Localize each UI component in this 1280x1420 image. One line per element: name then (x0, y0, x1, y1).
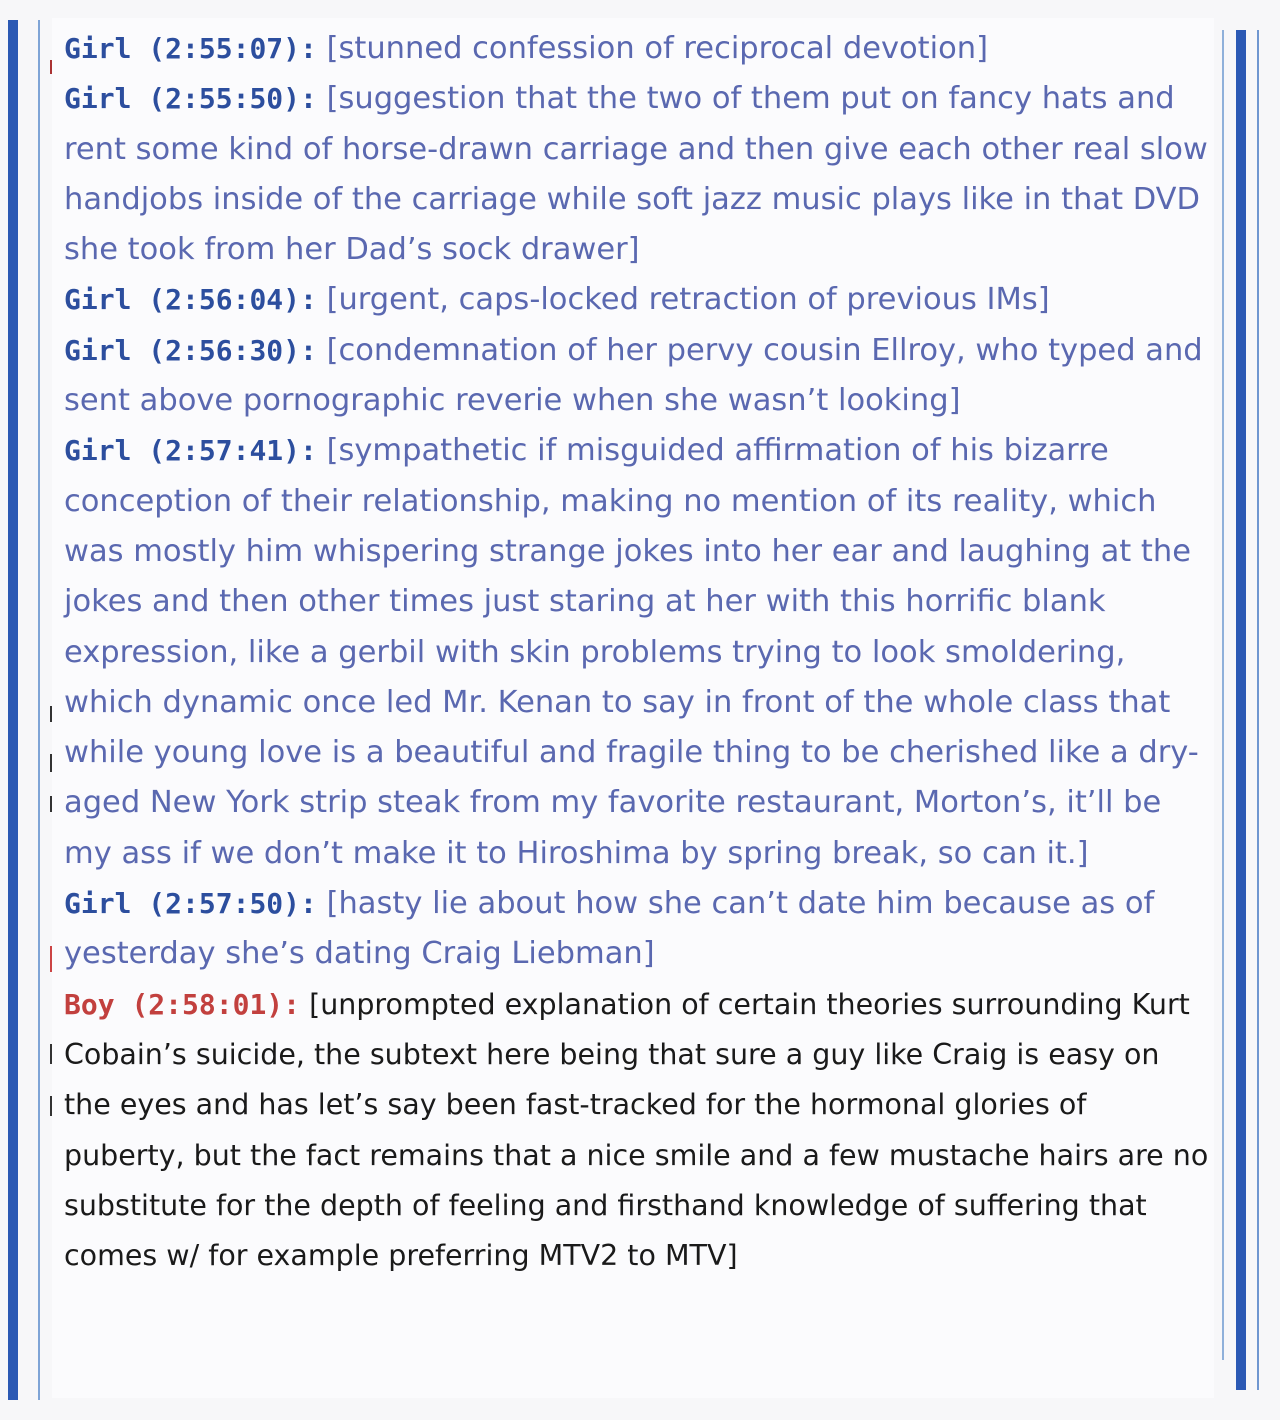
right-margin-rule-thick (1236, 30, 1246, 1390)
chat-message (64, 275, 1214, 325)
speaker-name: Girl (64, 333, 132, 367)
timestamp: (2:57:41): (148, 434, 317, 468)
message-text: [stunned confession of reciprocal devotion] (326, 31, 988, 66)
chat-message (64, 326, 1214, 427)
speaker-name: Girl (64, 82, 132, 116)
message-text: [unprompted explanation of certain theories surrounding Kurt Cobain’s suicide, the subtext here being that sure a guy like Craig is easy on the eyes and has let’s say been fast-tracked for the hormonal glories of puberty, but the fact remains that a nice smile and a few mustache hairs are no substitute for the depth of feeling and firsthand knowledge of suffering that comes w/ for example preferring MTV2 to MTV] (64, 987, 1209, 1273)
timestamp: (2:56:30): (148, 333, 317, 367)
speaker-name: Girl (64, 434, 132, 468)
message-text: [condemnation of her pervy cousin Ellroy, who typed and sent above pornographic reverie when she wasn’t looking] (64, 332, 1203, 419)
speaker-name: Girl (64, 32, 132, 65)
chat-message (64, 426, 1214, 879)
margin-tick (50, 946, 52, 972)
timestamp: (2:56:04): (148, 283, 317, 317)
margin-tick (50, 754, 52, 772)
message-text: [hasty lie about how she can’t date him because as of yesterday she’s dating Craig Liebman] (64, 886, 1155, 972)
message-text: [urgent, caps-locked retraction of previous IMs] (326, 282, 1050, 318)
left-margin-rule-thin (38, 20, 40, 1400)
margin-tick (50, 1044, 52, 1064)
margin-tick (50, 796, 52, 812)
chat-message (64, 74, 1214, 275)
message-text: [sympathetic if misguided affirmation of his bizarre conception of their relationship, making no mention of its reality, which was mostly him whispering strange jokes into her ear and laughing at the jokes and then other times just staring at her with this horrific blank expression, like a gerbil with skin problems trying to look smoldering, which dynamic once led Mr. Kenan to say in front of the whole class that while young love is a beautiful and fragile thing to be cherished like a dry-aged New York strip steak from my favorite restaurant, Morton’s, it’ll be my ass if we don’t make it to Hiroshima by spring break, so can it.] (64, 433, 1199, 871)
chat-message (64, 24, 1214, 74)
chat-log (64, 24, 1214, 1281)
speaker-name: Girl (64, 887, 132, 921)
right-margin-rule-thin (1222, 30, 1224, 1360)
left-margin-rule-thick (8, 20, 18, 1400)
timestamp: (2:57:50): (148, 887, 317, 921)
margin-tick (50, 60, 52, 74)
timestamp: (2:55:07): (148, 32, 317, 65)
chat-message (64, 879, 1214, 980)
chat-message-boy (64, 980, 1214, 1282)
timestamp: (2:58:01): (131, 987, 301, 1021)
speaker-name: Boy (64, 987, 115, 1021)
speaker-name: Girl (64, 283, 132, 317)
message-text: [suggestion that the two of them put on fancy hats and rent some kind of horse-drawn carriage and then give each other real slow handjobs inside of the carriage while soft jazz music plays like in that DVD she took from her Dad’s sock drawer] (64, 81, 1208, 268)
margin-tick (50, 1096, 52, 1116)
right-margin-rule-outer (1257, 30, 1259, 1390)
margin-tick (50, 706, 52, 722)
timestamp: (2:55:50): (148, 82, 317, 116)
